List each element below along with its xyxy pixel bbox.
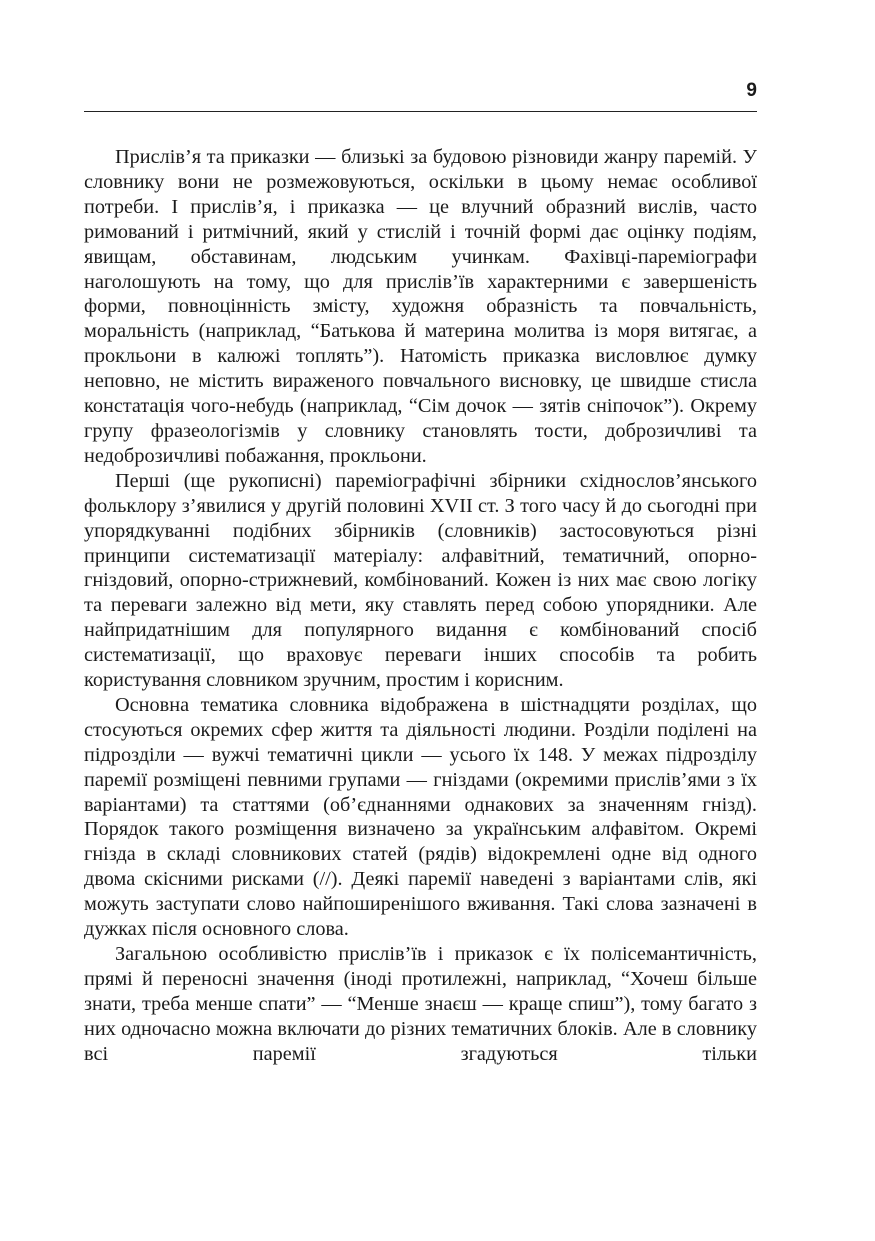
- paragraph-4: Загальною особливістю прислів’їв і приказок є їх полісемантичність, прямі й переносні значення (іноді протилежні, наприклад, “Хочеш більше знати, треба менше спати” — “Менше знаєш — краще спиш”), тому багато з них одночасно можна включати до різних тематичних блоків. Але в словнику всі паремії згадуються тільки: [84, 943, 757, 1065]
- paragraph-2: Перші (ще рукописні) пареміографічні збірники східнослов’янського фольклору з’явилися у другій половині XVII ст. З того часу й до сьогодні при упорядкуванні подібних збірників (словників) застосовуються різні принципи систематизації матеріалу: алфавітний, тематичний, опорно-гніздовий, опорно-стрижневий, комбінований. Кожен із них має свою логіку та переваги залежно від мети, яку ставлять перед собою упорядники. Але найпридатнішим для популярного видання є комбінований спосіб систематизації, що враховує переваги інших способів та робить користування словником зручним, простим і корисним.: [84, 469, 757, 692]
- header-rule: [84, 111, 757, 112]
- body-text: [84, 145, 757, 1067]
- paragraph-1: Прислів’я та приказки — близькі за будовою різновиди жанру паремій. У словнику вони не розмежовуються, оскільки в цьому немає особливої потреби. І прислів’я, і приказка — це влучний образний вислів, часто римований і ритмічний, який у стислій і точній формі дає оцінку подіям, явищам, обставинам, людським учинкам. Фахівці-пареміографи наголошують на тому, що для прислів’їв характерними є завершеність форми, повноцінність змісту, художня образність та повчальність, моральність (наприклад, “Батькова й материна молитва із моря витягає, а прокльони в калюжі топлять”). Натомість приказка висловлює думку неповно, не містить вираженого повчального висновку, це швидше стисла констатація чого-небудь (наприклад, “Сім дочок — зятів сніпочок”). Окрему групу фразеологізмів у словнику становлять тости, доброзичливі та недоброзичливі побажання, прокльони.: [84, 146, 757, 467]
- paragraph-3: Основна тематика словника відображена в шістнадцяти розділах, що стосуються окремих сфер життя та діяльності людини. Розділи поділені на підрозділи — вужчі тематичні цикли — усього їх 148. У межах підрозділу паремії розміщені певними групами — гніздами (окремими прислів’ями з їх варіантами) та статтями (об’єднаннями однакових за значенням гнізд). Порядок такого розміщення визначено за українським алфавітом. Окремі гнізда в складі словникових статей (рядів) відокремлені одне від одного двома скісними рисками (//). Деякі паремії наведені з варіантами слів, які можуть заступати слово найпоширенішого вживання. Такі слова зазначені в дужках після основного слова.: [84, 693, 757, 941]
- page-number: 9: [746, 80, 757, 101]
